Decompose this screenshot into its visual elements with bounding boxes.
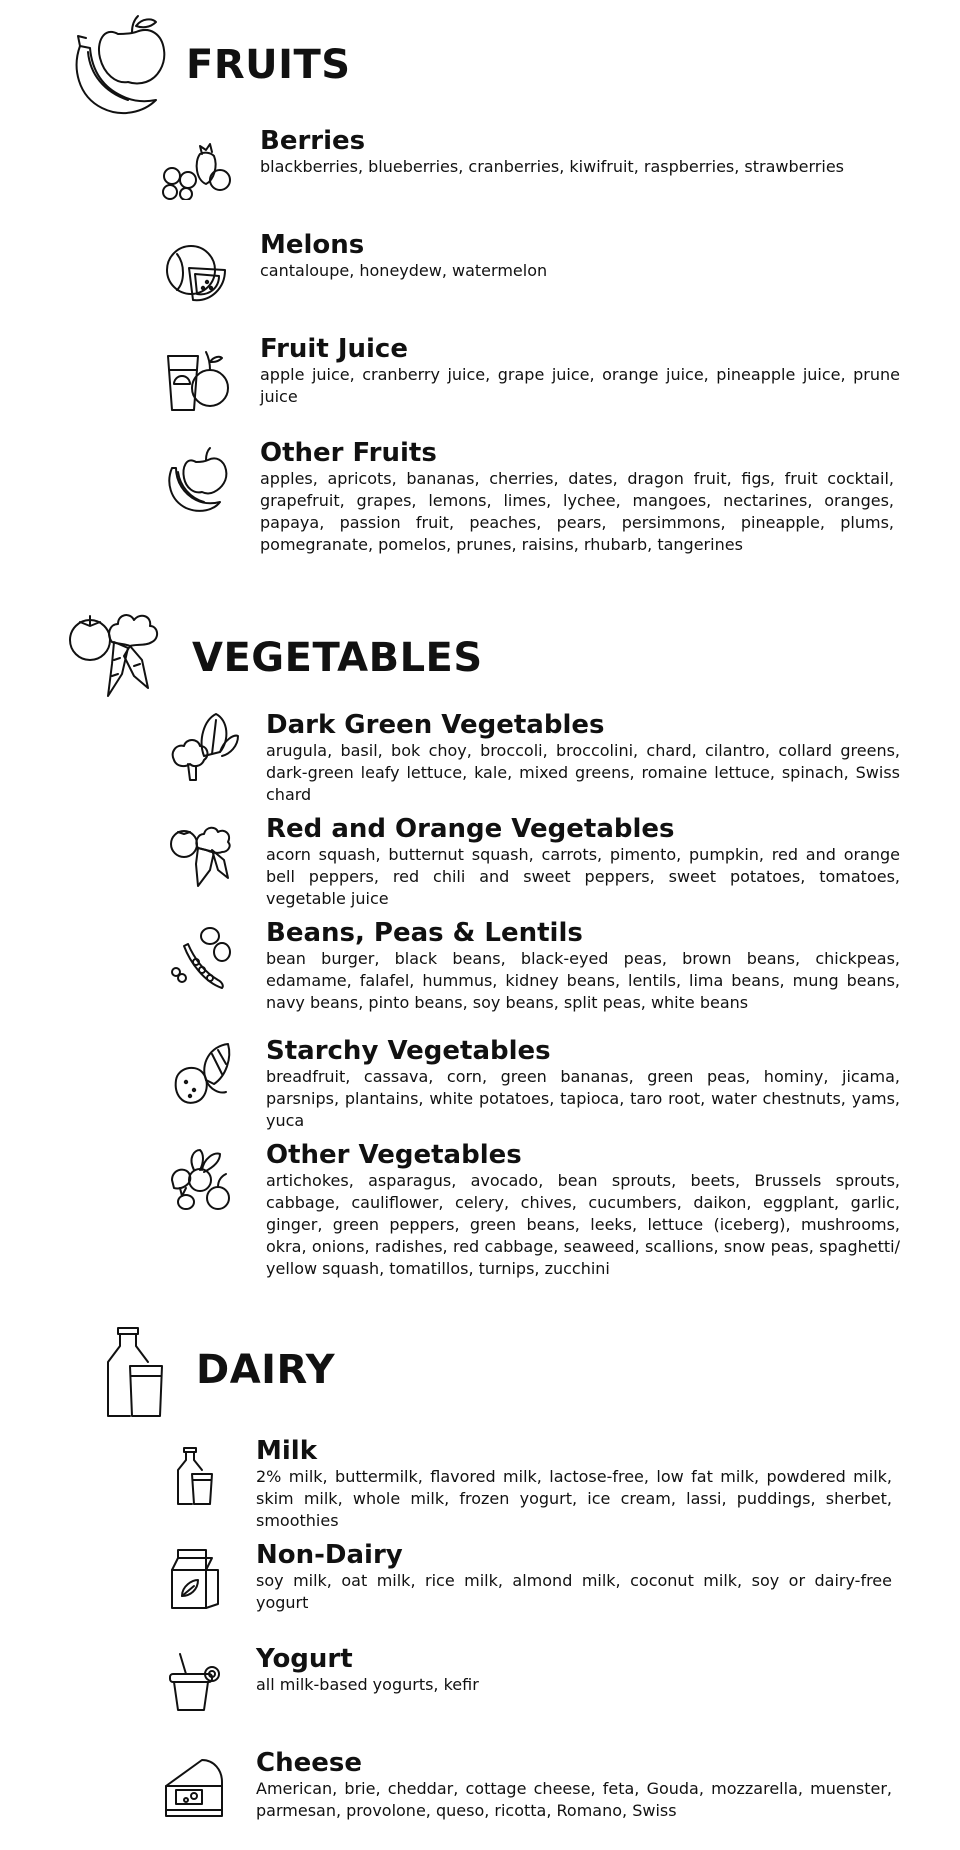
- milk-bottle-glass-icon: [176, 1446, 216, 1506]
- item-description: arugula, basil, bok choy, broccoli, broccolini, chard, cilantro, collard greens, dark-green leafy lettuce, kale, mixed greens, romaine lettuce, spinach, Swiss chard: [266, 741, 900, 804]
- apple-banana-icon: [70, 8, 170, 116]
- item-cheese: [256, 1748, 892, 1822]
- item-title: Red and Orange Vegetables: [266, 814, 675, 844]
- section-title-fruits: FRUITS: [186, 42, 351, 88]
- item-description: apple juice, cranberry juice, grape juice, orange juice, pineapple juice, prune juice: [260, 365, 900, 406]
- item-title: Non-Dairy: [256, 1540, 403, 1570]
- item-description: apples, apricots, bananas, cherries, dates, dragon fruit, figs, fruit cocktail, grapefruit, grapes, lemons, limes, lychee, mangoes, nectarines, oranges, papaya, passion fruit, peaches, pears, persimmons, pineapple, plums, pomegranate, pomelos, prunes, raisins, rhubarb, tangerines: [260, 469, 894, 554]
- item-other-fruits: [260, 438, 894, 556]
- beans-peas-icon: [170, 922, 236, 994]
- milk-carton-icon: [170, 1548, 220, 1610]
- item-yogurt: [256, 1644, 892, 1696]
- item-title: Other Vegetables: [266, 1140, 522, 1170]
- item-dark-green-vegetables: [266, 710, 900, 806]
- item-title: Beans, Peas & Lentils: [266, 918, 583, 948]
- item-description: soy milk, oat milk, rice milk, almond milk, coconut milk, soy or dairy-free yogurt: [256, 1571, 892, 1612]
- melon-icon: [163, 240, 229, 306]
- apple-banana-icon: [164, 442, 232, 514]
- item-title: Berries: [260, 126, 366, 156]
- item-berries: [260, 126, 900, 178]
- section-title-vegetables: VEGETABLES: [192, 635, 483, 681]
- section-title-dairy: DAIRY: [196, 1347, 336, 1393]
- item-description: blackberries, blueberries, cranberries, kiwifruit, raspberries, strawberries: [260, 157, 844, 176]
- item-title: Yogurt: [256, 1644, 353, 1674]
- item-title: Cheese: [256, 1748, 362, 1778]
- juice-icon: [164, 340, 232, 412]
- item-red-orange-vegetables: [266, 814, 900, 910]
- item-title: Melons: [260, 230, 365, 260]
- item-starchy-vegetables: [266, 1036, 900, 1132]
- item-milk: [256, 1436, 892, 1532]
- item-title: Milk: [256, 1436, 317, 1466]
- item-description: breadfruit, cassava, corn, green bananas, green peas, hominy, jicama, parsnips, plantains, white potatoes, tapioca, taro root, water chestnuts, yams, yuca: [266, 1067, 900, 1130]
- item-description: 2% milk, buttermilk, flavored milk, lactose-free, low fat milk, powdered milk, skim milk, whole milk, frozen yogurt, ice cream, lassi, puddings, sherbet, smoothies: [256, 1467, 892, 1530]
- item-fruit-juice: [260, 334, 900, 408]
- berries-icon: [160, 140, 232, 200]
- item-description: artichokes, asparagus, avocado, bean sprouts, beets, Brussels sprouts, cabbage, cauliflower, celery, chives, cucumbers, daikon, eggplant, garlic, ginger, green peppers, green beans, leeks, lettuce (iceberg), mushrooms, okra, onions, radishes, red cabbage, seaweed, scallions, snow peas, spaghetti/ yellow squash, tomatillos, turnips, zucchini: [266, 1171, 900, 1278]
- item-title: Starchy Vegetables: [266, 1036, 551, 1066]
- item-description: all milk-based yogurts, kefir: [256, 1675, 479, 1694]
- item-description: acorn squash, butternut squash, carrots, pimento, pumpkin, red and orange bell peppers, red chili and sweet peppers, sweet potatoes, tomatoes, vegetable juice: [266, 845, 900, 908]
- mixed-vegetables-icon: [168, 1144, 240, 1216]
- broccoli-spinach-icon: [168, 710, 240, 782]
- item-non-dairy: [256, 1540, 892, 1614]
- item-description: American, brie, cheddar, cottage cheese, feta, Gouda, mozzarella, muenster, parmesan, provolone, queso, ricotta, Romano, Swiss: [256, 1779, 892, 1820]
- item-melons: [260, 230, 900, 282]
- tomato-carrot-icon: [66, 604, 178, 700]
- item-description: bean burger, black beans, black-eyed peas, brown beans, chickpeas, edamame, falafel, hummus, kidney beans, lentils, lima beans, mung beans, navy beans, pinto beans, soy beans, split peas, white beans: [266, 949, 900, 1012]
- item-title: Other Fruits: [260, 438, 437, 468]
- item-other-vegetables: [266, 1140, 900, 1280]
- yogurt-cup-icon: [166, 1652, 222, 1712]
- milk-bottle-glass-icon: [104, 1326, 166, 1418]
- corn-potato-icon: [170, 1040, 238, 1108]
- item-title: Fruit Juice: [260, 334, 408, 364]
- tomato-carrot-icon: [168, 820, 240, 888]
- item-beans-peas-lentils: [266, 918, 900, 1014]
- item-description: cantaloupe, honeydew, watermelon: [260, 261, 548, 280]
- item-title: Dark Green Vegetables: [266, 710, 605, 740]
- cheese-icon: [164, 1756, 224, 1818]
